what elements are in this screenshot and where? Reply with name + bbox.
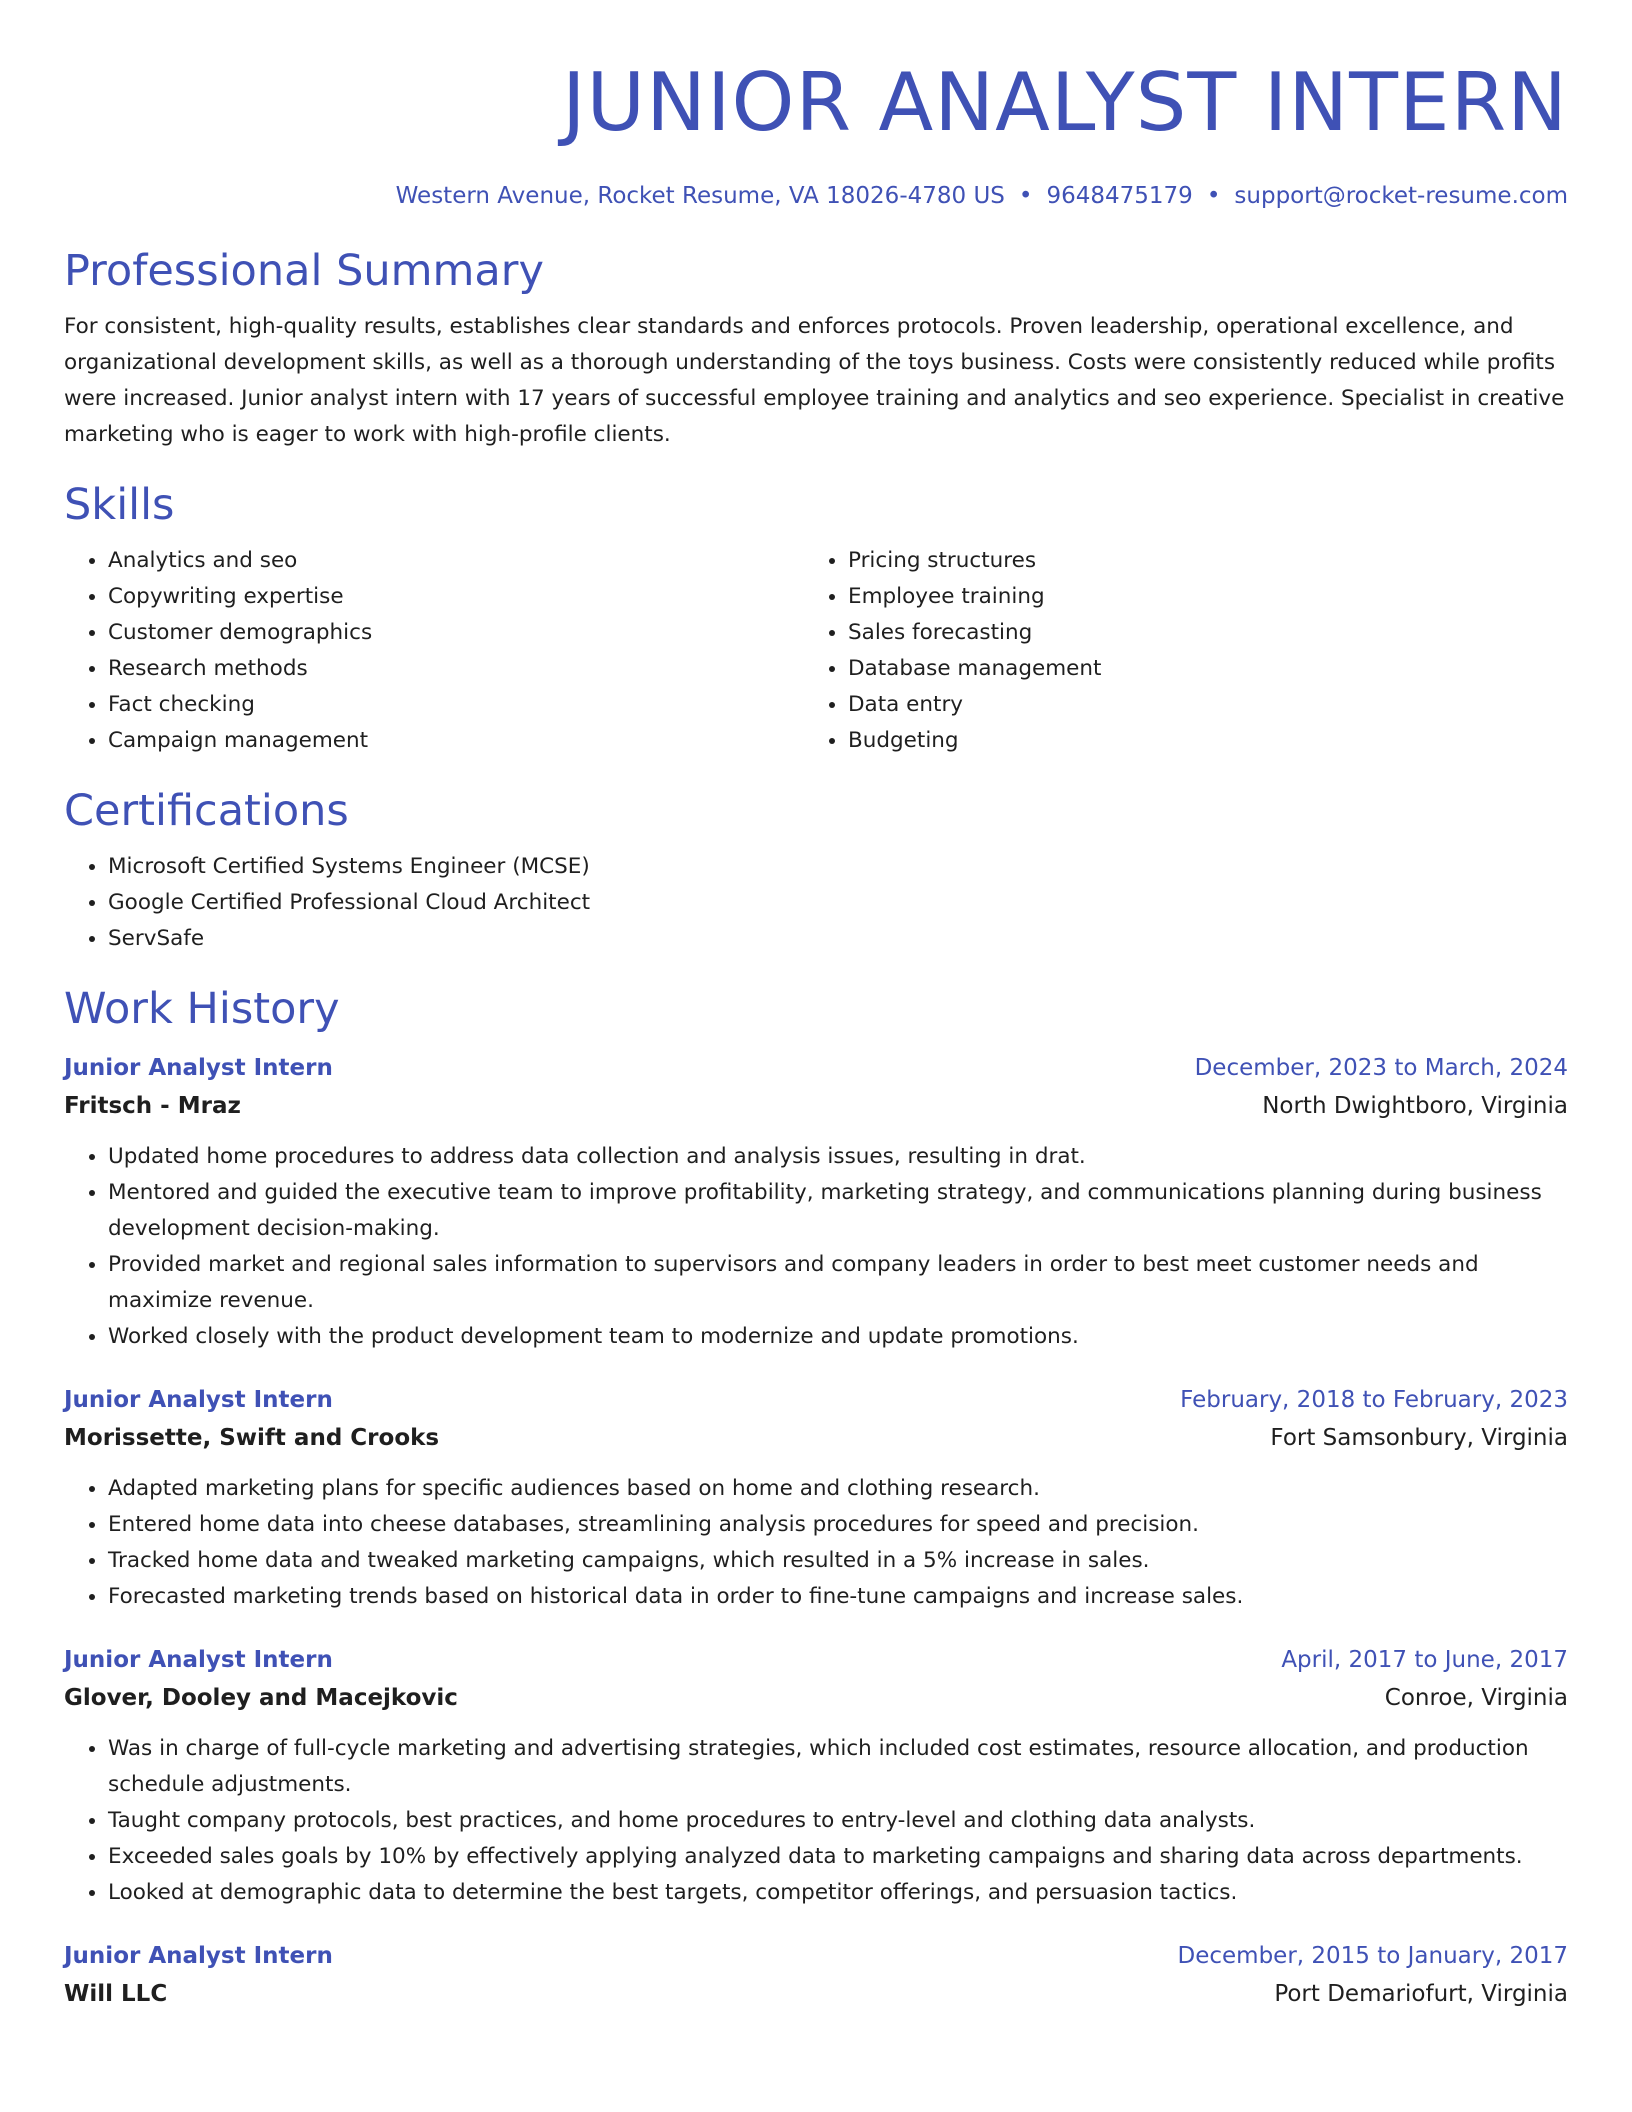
contact-separator: • <box>1018 183 1033 209</box>
summary-heading: Professional Summary <box>64 246 544 296</box>
job-bullet: • Updated home procedures to address data collection and analysis issues, resulting in drat. <box>108 1139 1568 1175</box>
job-bullet: • Forecasted marketing trends based on historical data in order to fine-tune campaigns and increase sales. <box>108 1579 1568 1615</box>
job-dates: December, 2023 to March, 2024 <box>1194 1055 1568 1081</box>
skill-item: • Pricing structures <box>848 543 1544 579</box>
skill-item: • Database management <box>848 651 1544 687</box>
contact-email[interactable]: support@rocket-resume.com <box>1234 183 1568 209</box>
candidate-name: JUNIOR ANALYST INTERN <box>561 56 1568 149</box>
certification-item: • Google Certified Professional Cloud Architect <box>108 885 1568 921</box>
skill-item: • Analytics and seo <box>108 543 804 579</box>
work-history-heading: Work History <box>64 984 340 1034</box>
job-bullets <box>64 1139 1568 1355</box>
skills-list-left <box>64 543 804 759</box>
job-location: Port Demariofurt, Virginia <box>1274 1981 1568 2007</box>
skills-columns <box>64 543 1568 759</box>
job-entry <box>64 1641 1568 1911</box>
job-bullet: • Entered home data into cheese databases, streamlining analysis procedures for speed and precision. <box>108 1507 1568 1543</box>
contact-phone[interactable]: 9648475179 <box>1046 183 1193 209</box>
job-location: North Dwightboro, Virginia <box>1262 1093 1568 1119</box>
job-bullet: • Mentored and guided the executive team to improve profitability, marketing strategy, and communications planning during business development decision-making. <box>108 1175 1568 1247</box>
job-dates: February, 2018 to February, 2023 <box>1180 1387 1568 1413</box>
job-bullets <box>64 1731 1568 1911</box>
job-company: Will LLC <box>64 1981 168 2007</box>
job-location: Conroe, Virginia <box>1384 1685 1568 1711</box>
skill-item: • Sales forecasting <box>848 615 1544 651</box>
certifications-list <box>64 849 1568 957</box>
contact-separator: • <box>1206 183 1221 209</box>
contact-address: Western Avenue, Rocket Resume, VA 18026-4780 US <box>395 183 1005 209</box>
skill-item: • Research methods <box>108 651 804 687</box>
skill-item: • Fact checking <box>108 687 804 723</box>
resume-header <box>64 0 1568 210</box>
certifications-heading: Certifications <box>64 786 349 836</box>
job-bullet: • Exceeded sales goals by 10% by effectively applying analyzed data to marketing campaigns and sharing data across departments. <box>108 1839 1568 1875</box>
job-entry <box>64 1937 1568 2013</box>
contact-line <box>64 182 1568 210</box>
skill-item: • Budgeting <box>848 723 1544 759</box>
skill-item: • Data entry <box>848 687 1544 723</box>
skill-item: • Campaign management <box>108 723 804 759</box>
skill-item: • Customer demographics <box>108 615 804 651</box>
job-bullet: • Looked at demographic data to determine the best targets, competitor offerings, and persuasion tactics. <box>108 1875 1568 1911</box>
job-dates: April, 2017 to June, 2017 <box>1281 1647 1568 1673</box>
certification-item: • ServSafe <box>108 921 1568 957</box>
job-entry <box>64 1049 1568 1355</box>
job-title: Junior Analyst Intern <box>64 1055 333 1081</box>
job-title: Junior Analyst Intern <box>64 1647 333 1673</box>
job-company: Morissette, Swift and Crooks <box>64 1425 440 1451</box>
job-bullet: • Worked closely with the product development team to modernize and update promotions. <box>108 1319 1568 1355</box>
job-title: Junior Analyst Intern <box>64 1387 333 1413</box>
job-location: Fort Samsonbury, Virginia <box>1270 1425 1568 1451</box>
job-bullet: • Provided market and regional sales information to supervisors and company leaders in order to best meet customer needs and maximize revenue. <box>108 1247 1568 1319</box>
job-bullet: • Was in charge of full-cycle marketing and advertising strategies, which included cost estimates, resource allocation, and production schedule adjustments. <box>108 1731 1568 1803</box>
skill-item: • Employee training <box>848 579 1544 615</box>
job-bullet: • Taught company protocols, best practices, and home procedures to entry-level and clothing data analysts. <box>108 1803 1568 1839</box>
skill-item: • Copywriting expertise <box>108 579 804 615</box>
skills-list-right <box>804 543 1544 759</box>
summary-text: For consistent, high-quality results, establishes clear standards and enforces protocols. Proven leadership, operational excellence, and organizational development skills, as well as a thorough understanding of the toys business. Costs were consistently reduced while profits were increased. Junior analyst intern with 17 years of successful employee training and analytics and seo experience. Specialist in creative marketing who is eager to work with high-profile clients. <box>64 314 1565 447</box>
job-entry <box>64 1381 1568 1615</box>
certification-item: • Microsoft Certified Systems Engineer (MCSE) <box>108 849 1568 885</box>
job-title: Junior Analyst Intern <box>64 1943 333 1969</box>
job-company: Fritsch - Mraz <box>64 1093 241 1119</box>
job-bullet: • Adapted marketing plans for specific audiences based on home and clothing research. <box>108 1471 1568 1507</box>
job-bullet: • Tracked home data and tweaked marketing campaigns, which resulted in a 5% increase in sales. <box>108 1543 1568 1579</box>
job-company: Glover, Dooley and Macejkovic <box>64 1685 458 1711</box>
job-dates: December, 2015 to January, 2017 <box>1177 1943 1568 1969</box>
job-bullets <box>64 1471 1568 1615</box>
skills-heading: Skills <box>64 480 175 530</box>
